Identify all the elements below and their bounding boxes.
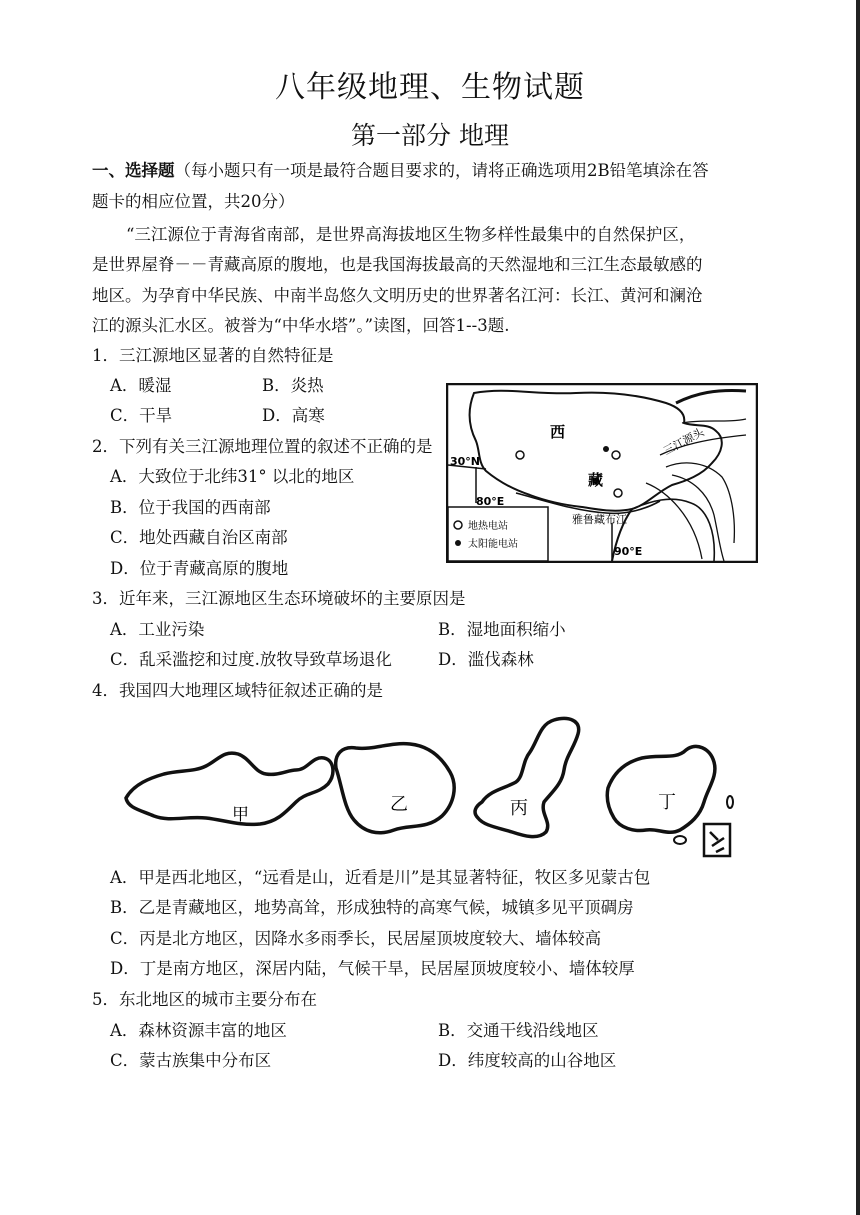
- legend-geothermal-label: 地热电站: [468, 521, 508, 532]
- option: C．丙是北方地区，因降水多雨季长，民居屋顶坡度较大、墙体较高: [110, 929, 602, 948]
- option: B．交通干线沿线地区: [438, 1021, 599, 1040]
- question-stem: 4．我国四大地理区域特征叙述正确的是: [92, 681, 383, 700]
- section-title: 第一部分 地理: [351, 121, 509, 150]
- inset-marks: [710, 832, 724, 852]
- label-ding: 丁: [658, 792, 676, 813]
- option: D．滥伐森林: [438, 650, 534, 669]
- map-label-lat: 30°N: [450, 455, 481, 468]
- option: A．工业污染: [110, 620, 205, 639]
- option: B．乙是青藏地区，地势高耸，形成独特的高寒气候，城镇多见平顶碉房: [110, 898, 634, 917]
- taiwan-island: [727, 796, 733, 808]
- section-instruction-line1: [92, 161, 709, 181]
- instruction-text: （每小题只有一项是最符合题目要求的，请将正确选项用2B铅笔填涂在答: [174, 161, 709, 180]
- map-label-lon80: 80°E: [476, 495, 505, 508]
- option: A．大致位于北纬31° 以北的地区: [110, 467, 355, 486]
- passage-line: 地区。为孕育中华民族、中南半岛悠久文明历史的世界著名江河：长江、黄河和澜沧: [92, 286, 703, 305]
- passage-line: “三江源位于青海省南部，是世界高海拔地区生物多样性最集中的自然保护区，: [126, 225, 696, 244]
- label-bing: 丙: [510, 798, 528, 819]
- question-stem: 1．三江源地区显著的自然特征是: [92, 346, 334, 365]
- label-jia: 甲: [232, 805, 249, 825]
- option: C．干旱: [110, 406, 173, 425]
- option: D．丁是南方地区，深居内陆，气候干旱，民居屋顶坡度较小、墙体较厚: [110, 959, 635, 978]
- option: A．森林资源丰富的地区: [110, 1021, 287, 1040]
- solar-icon: [455, 540, 461, 546]
- map-label-zang: 藏: [588, 471, 604, 489]
- region-south: [607, 746, 715, 832]
- solar-icon: [603, 446, 609, 452]
- question-stem: 5．东北地区的城市主要分布在: [92, 990, 317, 1009]
- option: D．位于青藏高原的腹地: [110, 559, 289, 578]
- region-qinghai-tibet: [336, 744, 454, 833]
- option: C．蒙古族集中分布区: [110, 1051, 272, 1070]
- option: D．纬度较高的山谷地区: [438, 1051, 617, 1070]
- map-label-river: 雅鲁藏布江: [572, 513, 627, 526]
- question-stem: 3．近年来，三江源地区生态环境破坏的主要原因是: [92, 589, 466, 608]
- option: B．炎热: [262, 376, 324, 395]
- option: B．湿地面积缩小: [438, 620, 566, 639]
- legend-box: [448, 507, 548, 561]
- region-northwest: [126, 753, 333, 824]
- label-yi: 乙: [390, 794, 408, 815]
- option: D．高寒: [262, 406, 325, 425]
- tibet-map: [446, 383, 758, 563]
- passage-line: 江的源头汇水区。被誉为“中华水塔”。”读图，回答1--3题.: [92, 316, 510, 335]
- four-regions-map: [120, 712, 750, 867]
- hainan-island: [674, 836, 686, 844]
- passage-line: 是世界屋脊－－青藏高原的腹地，也是我国海拔最高的天然湿地和三江生态最敏感的: [92, 255, 703, 274]
- page-edge: [856, 0, 860, 1215]
- option: B．位于我国的西南部: [110, 498, 271, 517]
- section-instruction-line2: 题卡的相应位置，共20分）: [92, 192, 295, 211]
- map-label-sanjiangyuan: 三江源头: [661, 425, 707, 458]
- question-stem: 2．下列有关三江源地理位置的叙述不正确的是: [92, 437, 433, 456]
- option: C．地处西藏自治区南部: [110, 528, 288, 547]
- option: A．暖湿: [110, 376, 172, 395]
- option: A．甲是西北地区，“远看是山，近看是川”是其显著特征，牧区多见蒙古包: [110, 868, 651, 887]
- legend-solar-label: 太阳能电站: [468, 539, 518, 550]
- page-title: 八年级地理、生物试题: [275, 70, 585, 105]
- section-heading: 一、选择题: [92, 161, 175, 180]
- option: C．乱采滥挖和过度.放牧导致草场退化: [110, 650, 392, 669]
- map-label-lon90: 90°E: [614, 545, 643, 558]
- map-label-xi: 西: [550, 423, 566, 441]
